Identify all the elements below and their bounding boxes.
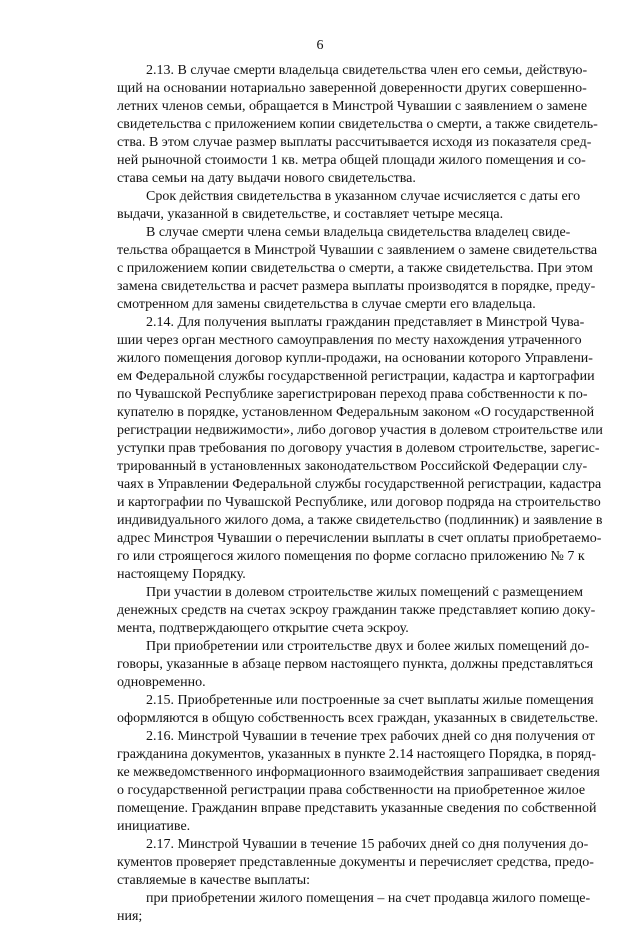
paragraph-line: по Чувашской Республике зарегистрирован переход права собственности к по- bbox=[117, 387, 588, 402]
paragraph-line: одновременно. bbox=[117, 675, 206, 690]
paragraph-line: смотренном для замены свидетельства в случае смерти его владельца. bbox=[117, 297, 536, 312]
paragraph-line: го или строящегося жилого помещения по форме согласно приложению № 7 к bbox=[117, 549, 585, 564]
page-number: 6 bbox=[316, 38, 324, 53]
paragraph-line: о государственной регистрации права собственности на приобретенное жилое bbox=[117, 783, 586, 798]
paragraph-line: адрес Минстроя Чувашии о перечислении выплаты в счет оплаты приобретаемо- bbox=[117, 531, 602, 546]
paragraph-line: 2.15. Приобретенные или построенные за счет выплаты жилые помещения bbox=[146, 693, 594, 708]
paragraph-line: става семьи на дату выдачи нового свидетельства. bbox=[117, 171, 416, 186]
paragraph-line: денежных средств на счетах эскроу гражданин также представляет копию доку- bbox=[117, 603, 596, 618]
paragraph-line: 2.17. Минстрой Чувашии в течение 15 рабочих дней со дня получения до- bbox=[146, 837, 589, 852]
paragraph-line: с приложением копии свидетельства о смерти, а также свидетельства. При этом bbox=[117, 261, 593, 276]
paragraph-line: ней рыночной стоимости 1 кв. метра общей площади жилого помещения и со- bbox=[117, 153, 586, 168]
paragraph-line: трированный в установленных законодательством Российской Федерации слу- bbox=[117, 459, 588, 474]
paragraph-line: В случае смерти члена семьи владельца свидетельства владелец свиде- bbox=[146, 225, 571, 240]
paragraph-line: кументов проверяет представленные документы и перечисляет средства, предо- bbox=[117, 855, 594, 870]
paragraph-line: ставляемые в качестве выплаты: bbox=[117, 873, 311, 888]
paragraph-line: выдачи, указанной в свидетельстве, и составляет четыре месяца. bbox=[117, 207, 504, 222]
paragraph-line: жилого помещения договор купли-продажи, на основании которого Управлени- bbox=[117, 351, 593, 366]
paragraph-line: При приобретении или строительстве двух и более жилых помещений до- bbox=[146, 639, 590, 654]
paragraph-line: говоры, указанные в абзаце первом настоящего пункта, должны представляться bbox=[117, 657, 594, 672]
paragraph-line: летних членов семьи, обращается в Минстрой Чувашии с заявлением о замене bbox=[117, 99, 588, 114]
paragraph-line: купателю в порядке, установленном Федеральным законом «О государственной bbox=[117, 405, 595, 420]
paragraph-line: настоящему Порядку. bbox=[117, 567, 246, 582]
paragraph-line: инициативе. bbox=[117, 819, 191, 834]
paragraph-line: шии через орган местного самоуправления по месту нахождения утраченного bbox=[117, 333, 582, 348]
paragraph-line: ке межведомственного информационного взаимодействия запрашивает сведения bbox=[117, 765, 600, 780]
paragraph-line: щий на основании нотариально заверенной доверенности других совершенно- bbox=[117, 81, 587, 96]
paragraph-line: свидетельства с приложением копии свидетельства о смерти, а также свидетель- bbox=[117, 117, 598, 132]
paragraph-line: ства. В этом случае размер выплаты рассчитывается исходя из показателя сред- bbox=[117, 135, 592, 150]
paragraph-line: Срок действия свидетельства в указанном случае исчисляется с даты его bbox=[146, 189, 581, 204]
paragraph-line: 2.13. В случае смерти владельца свидетельства член его семьи, действую- bbox=[146, 63, 588, 78]
paragraph-line: замена свидетельства и расчет размера выплаты производятся в порядке, преду- bbox=[117, 279, 596, 294]
paragraph-line: оформляются в общую собственность всех граждан, указанных в свидетельстве. bbox=[117, 711, 599, 726]
paragraph-line: при приобретении жилого помещения – на счет продавца жилого помеще- bbox=[146, 891, 591, 906]
paragraph-line: мента, подтверждающего открытие счета эскроу. bbox=[117, 621, 409, 636]
paragraph-line: 2.16. Минстрой Чувашии в течение трех рабочих дней со дня получения от bbox=[146, 729, 595, 744]
paragraph-line: 2.14. Для получения выплаты гражданин представляет в Минстрой Чува- bbox=[146, 315, 585, 330]
paragraph-line: и картографии по Чувашской Республике, или договор подряда на строительство bbox=[117, 495, 601, 510]
paragraph-line: При участии в долевом строительстве жилых помещений с размещением bbox=[146, 585, 584, 600]
paragraph-line: регистрации недвижимости», либо договор участия в долевом строительстве или bbox=[117, 423, 603, 438]
paragraph-line: ния; bbox=[117, 909, 143, 924]
paragraph-line: гражданина документов, указанных в пункте 2.14 настоящего Порядка, в поряд- bbox=[117, 747, 597, 762]
paragraph-line: индивидуального жилого дома, а также свидетельство (подлинник) и заявление в bbox=[117, 513, 603, 528]
paragraph-line: тельства обращается в Минстрой Чувашии с заявлением о замене свидетельства bbox=[117, 243, 598, 258]
paragraph-line: чаях в Управлении Федеральной службы государственной регистрации, кадастра bbox=[117, 477, 602, 492]
paragraph-line: помещение. Гражданин вправе представить указанные сведения по собственной bbox=[117, 801, 597, 816]
paragraph-line: уступки прав требования по договору участия в долевом строительстве, зарегис- bbox=[117, 441, 600, 456]
paragraph-line: ем Федеральной службы государственной регистрации, кадастра и картографии bbox=[117, 369, 595, 384]
